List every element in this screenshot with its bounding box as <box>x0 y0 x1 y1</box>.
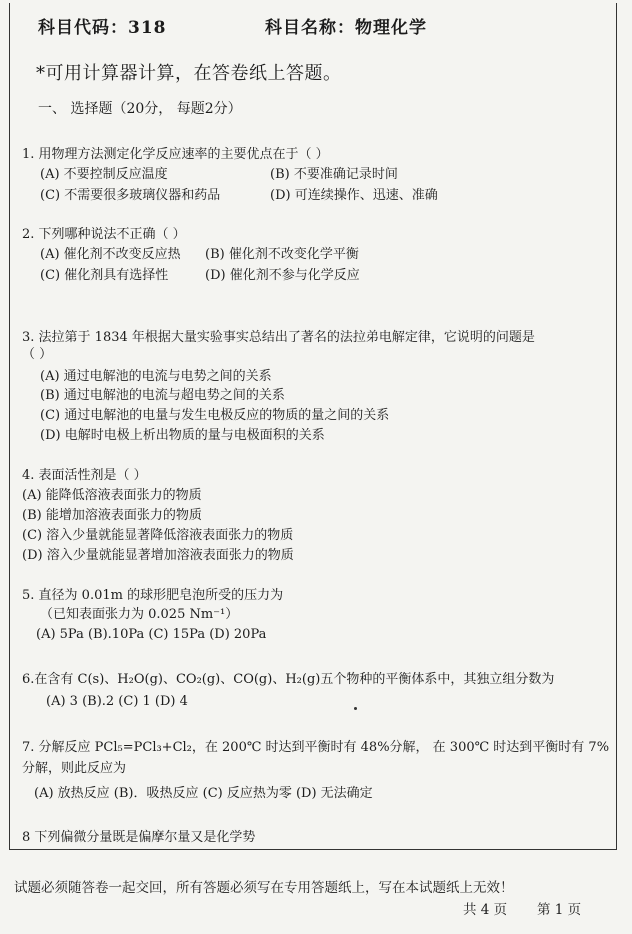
page-number: 第 1 页 <box>537 902 582 918</box>
q5-options: (A) 5Pa (B).10Pa (C) 15Pa (D) 20Pa <box>36 627 267 642</box>
subject-code: 科目代码：318 <box>38 18 167 38</box>
question-3-blank: （ ） <box>22 347 53 362</box>
q6-options: (A) 3 (B).2 (C) 1 (D) 4 <box>46 694 188 709</box>
q3-option-b: (B) 通过电解池的电流与超电势之间的关系 <box>40 388 285 403</box>
question-3: 3. 法拉第于 1834 年根据大量实验事实总结出了著名的法拉弟电解定律，它说明的问题是 <box>22 330 535 345</box>
q4-option-a: (A) 能降低溶液表面张力的物质 <box>22 488 202 503</box>
ink-speck <box>354 707 357 710</box>
question-6: 6.在含有 C(s)、H₂O(g)、CO₂(g)、CO(g)、H₂(g)五个物种的平衡体系中，其独立组分数为 <box>22 672 555 687</box>
question-1: 1. 用物理方法测定化学反应速率的主要优点在于（ ） <box>22 147 329 162</box>
q2-option-d: (D) 催化剂不参与化学反应 <box>205 268 360 283</box>
q1-option-c: (C) 不需要很多玻璃仪器和药品 <box>40 188 221 203</box>
calculator-note: *可用计算器计算，在答卷纸上答题。 <box>36 63 342 84</box>
q1-option-d: (D) 可连续操作、迅速、准确 <box>270 188 438 203</box>
q1-option-b: (B) 不要准确记录时间 <box>270 167 398 182</box>
q4-option-c: (C) 溶入少量就能显著降低溶液表面张力的物质 <box>22 528 294 543</box>
q7-options: (A) 放热反应 (B)．吸热反应 (C) 反应热为零 (D) 无法确定 <box>34 786 373 801</box>
q3-option-c: (C) 通过电解池的电量与发生电极反应的物质的量之间的关系 <box>40 408 390 423</box>
q2-option-c: (C) 催化剂具有选择性 <box>40 268 169 283</box>
question-5: 5. 直径为 0.01m 的球形肥皂泡所受的压力为 <box>22 588 284 603</box>
question-7: 7. 分解反应 PCl₅=PCl₃+Cl₂，在 200℃ 时达到平衡时有 48%分解， 在 300℃ 时达到平衡时有 7% <box>22 740 610 755</box>
page-frame <box>9 3 617 850</box>
question-7-cont: 分解，则此反应为 <box>22 761 127 776</box>
q1-option-a: (A) 不要控制反应温度 <box>40 167 168 182</box>
footer-notice: 试题必须随答卷一起交回，所有答题必须写在专用答题纸上，写在本试题纸上无效！ <box>14 880 514 896</box>
question-4: 4. 表面活性剂是（ ） <box>22 468 147 483</box>
q4-option-b: (B) 能增加溶液表面张力的物质 <box>22 508 202 523</box>
question-2: 2. 下列哪种说法不正确（ ） <box>22 227 186 242</box>
section-title: 一、 选择题（20分， 每题2分） <box>38 101 242 117</box>
q2-option-a: (A) 催化剂不改变反应热 <box>40 247 181 262</box>
subject-name: 科目名称：物理化学 <box>265 18 427 38</box>
question-8: 8 下列偏微分量既是偏摩尔量又是化学势 <box>22 830 256 845</box>
page-total: 共 4 页 <box>463 902 508 918</box>
q4-option-d: (D) 溶入少量就能显著增加溶液表面张力的物质 <box>22 548 294 563</box>
q3-option-d: (D) 电解时电极上析出物质的量与电极面积的关系 <box>40 428 325 443</box>
q2-option-b: (B) 催化剂不改变化学平衡 <box>205 247 359 262</box>
q3-option-a: (A) 通过电解池的电流与电势之间的关系 <box>40 369 272 384</box>
question-5-given: （已知表面张力为 0.025 Nm⁻¹） <box>40 607 239 622</box>
